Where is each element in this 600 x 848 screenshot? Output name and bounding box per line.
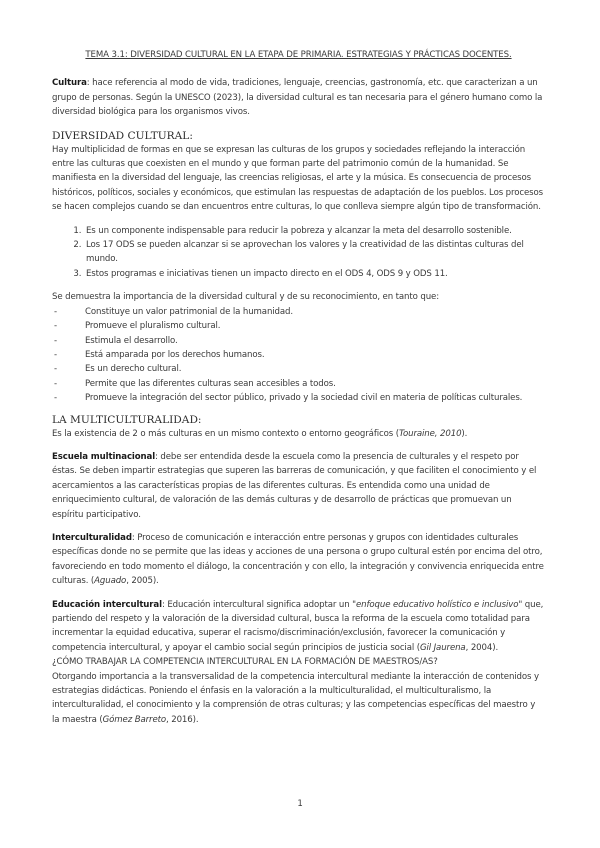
interculturalidad-paragraph	[52, 531, 545, 589]
como-text: Otorgando importancia a la transversalidad de la competencia intercultural mediante la interacción de contenidos y estrategias didácticas. Poniendo el énfasis en la valoración a la multiculturalidad, el multiculturalismo, la interculturalidad, el conocimiento y la comprensión de otras culturas; y las competencias específicas del maestro y la maestra (	[52, 671, 539, 725]
numbered-item: 3. Estos programas e iniciativas tienen un impacto directo en el ODS 4, ODS 9 y ODS 11.	[84, 267, 545, 281]
multiculturalidad-heading: LA MULTICULTURALIDAD:	[52, 413, 202, 426]
importancia-lead: Se demuestra la importancia de la diversidad cultural y de su reconocimiento, en tanto que:	[52, 292, 439, 303]
escuela-definition: : debe ser entendida desde la escuela como la presencia de culturales y el respeto por éstas. Se deben impartir estrategias que superen las barreras de comunicación, y que faciliten el conocimiento y el acercamientos a las características propias de las diferentes culturas. Es entendida como una unidad de enriquecimiento cultural, de valoración de las demás culturas y de desarrollo de prácticas que promuevan un espíritu participativo.	[52, 451, 537, 520]
cultura-term: Cultura	[52, 78, 87, 89]
list-item: - Permite que las diferentes culturas sean accesibles a todos.	[52, 377, 545, 391]
educacion-paragraph	[52, 598, 545, 656]
importancia-list	[52, 305, 545, 406]
multi-text-end: ).	[461, 428, 468, 439]
escuela-paragraph	[52, 450, 545, 522]
numbered-item: 1. Es un componente indispensable para reducir la pobreza y alcanzar la meta del desarrollo sostenible.	[84, 224, 545, 238]
page-number: 1	[297, 799, 303, 809]
diversidad-heading: DIVERSIDAD CULTURAL:	[52, 129, 193, 142]
list-item: - Constituye un valor patrimonial de la humanidad.	[52, 305, 545, 319]
como-citation: Gómez Barreto	[102, 714, 167, 725]
educacion-quote: enfoque educativo holístico e inclusivo	[356, 599, 519, 610]
multiculturalidad-definition	[52, 427, 545, 441]
list-item: - Es un derecho cultural.	[52, 362, 545, 376]
interculturalidad-end: , 2005).	[126, 576, 159, 587]
cultura-definition: : hace referencia al modo de vida, tradiciones, lenguaje, creencias, gastronomía, etc. que caracterizan a un grupo de personas. Según la UNESCO (2023), la diversidad cultural es tan necesaria para el género humano como la diversidad biológica para los organismos vivos.	[52, 78, 543, 118]
diversidad-intro: Hay multiplicidad de formas en que se expresan las culturas de los grupos y sociedades reflejando la interacción entre las culturas que coexisten en el mundo y que forman parte del patrimonio común de la humanidad. Se manifiesta en la diversidad del lenguaje, las creencias religiosas, el arte y la música. Es consecuencia de procesos históricos, políticos, sociales y económicos, que estimulan las respuestas de adaptación de los pueblos. Los procesos se hacen complejos cuando se dan encuentros entre culturas, lo que conlleva siempre algún tipo de transformación.	[52, 144, 544, 213]
interculturalidad-definition: : Proceso de comunicación e interacción entre personas y grupos con identidades culturales específicas donde no se permite que las ideas y acciones de una persona o grupo cultural estén por encima del otro, favoreciendo en todo momento el diálogo, la concentración y con ello, la integración y convivencia enriquecida entre culturas. (	[52, 532, 544, 587]
como-question: ¿CÓMO TRABAJAR LA COMPETENCIA INTERCULTURAL EN LA FORMACIÓN DE MAESTROS/AS?	[52, 657, 438, 668]
list-item: - Está amparada por los derechos humanos.	[52, 348, 545, 362]
list-item: - Promueve el pluralismo cultural.	[52, 319, 545, 333]
multi-citation: Touraine, 2010	[398, 428, 462, 439]
escuela-term: Escuela multinacional	[52, 451, 156, 462]
educacion-end: , 2004).	[465, 642, 499, 653]
como-paragraph	[52, 670, 545, 728]
document-title: TEMA 3.1: DIVERSIDAD CULTURAL EN LA ETAPA DE PRIMARIA. ESTRATEGIAS Y PRÁCTICAS DOCENTES.	[85, 50, 512, 60]
list-item: - Estimula el desarrollo.	[52, 334, 545, 348]
interculturalidad-term: Interculturalidad	[52, 532, 132, 543]
diversidad-numbered-list	[52, 224, 545, 282]
como-end: , 2016).	[166, 714, 199, 725]
list-item: - Promueve la integración del sector público, privado y la sociedad civil en materia de políticas culturales.	[52, 391, 545, 405]
multi-text: Es la existencia de 2 o más culturas en un mismo contexto o entorno geográficos (	[52, 428, 399, 439]
cultura-paragraph	[52, 76, 545, 119]
interculturalidad-citation: Aguado	[94, 576, 127, 587]
educacion-text: : Educación intercultural significa adoptar un "	[161, 599, 357, 610]
educacion-text-2: " que, partiendo del respeto y la valoración de la diversidad cultural, busca la reforma de la escuela como totalidad para incrementar la equidad educativa, superar el racismo/discriminación/exclusión, favorecer la comunicación y competencia intercultural, y apoyar el cambio social según principios de justicia social (	[52, 599, 544, 653]
educacion-citation: Gil Jaurena	[419, 642, 466, 653]
numbered-item: 2. Los 17 ODS se pueden alcanzar si se aprovechan los valores y la creatividad de las distintas culturas del mundo.	[84, 238, 545, 267]
educacion-term: Educación intercultural	[52, 599, 162, 610]
